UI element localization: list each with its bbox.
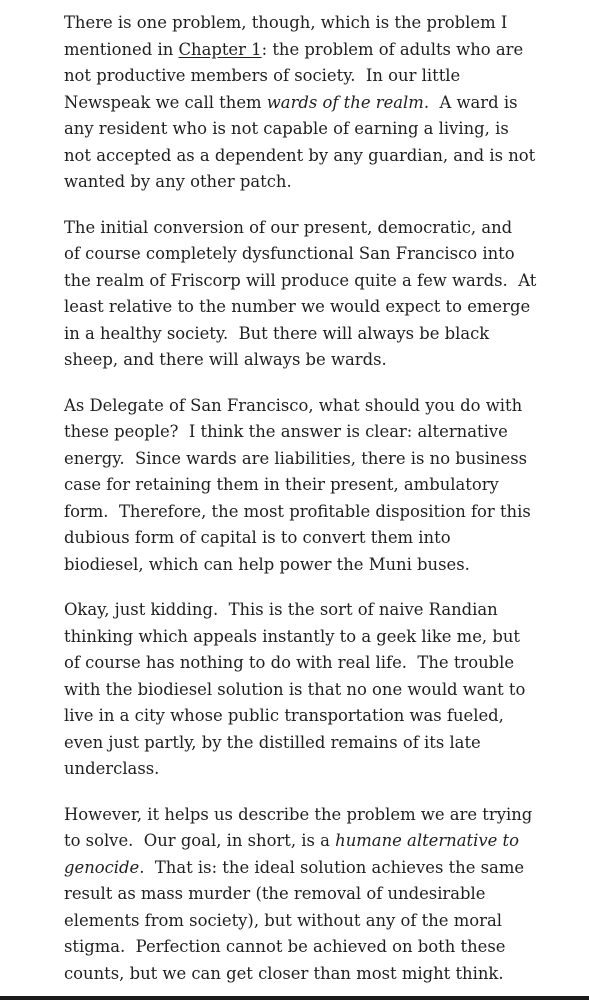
text-line: [64, 650, 534, 677]
text-line: [64, 472, 534, 499]
text-segment: in a healthy society. But there will always be black: [64, 323, 490, 343]
text-line: [64, 241, 534, 268]
text-segment: biodiesel, which can help power the Muni buses.: [64, 554, 470, 574]
text-line: [64, 703, 534, 730]
text-line: [64, 730, 534, 757]
emphasized-text: humane alternative to: [335, 831, 519, 850]
text-segment: of course completely dysfunctional San Francisco into: [64, 244, 515, 263]
text-segment: result as mass murder (the removal of undesirable: [64, 884, 486, 903]
text-segment: The initial conversion of our present, democratic, and: [64, 217, 513, 237]
text-segment: case for retaining them in their present, ambulatory: [64, 475, 499, 494]
text-segment: form. Therefore, the most profitable disposition for this: [64, 501, 531, 521]
text-segment: not accepted as a dependent by any guardian, and is not: [64, 145, 536, 165]
text-line: [64, 268, 537, 295]
text-segment: to solve. Our goal, in short, is a: [64, 831, 336, 850]
text-line: [64, 37, 534, 64]
text-segment: thinking which appeals instantly to a geek like me, but: [64, 626, 520, 646]
text-line: [64, 881, 534, 908]
emphasized-text: genocide: [64, 857, 140, 877]
text-line: [64, 677, 534, 704]
text-line: [64, 116, 534, 143]
text-line: [64, 499, 534, 526]
text-line: [64, 143, 534, 170]
text-line: [64, 446, 534, 473]
text-segment: . That is: the ideal solution achieves the same: [139, 857, 525, 877]
text-segment: Newspeak we call them: [64, 92, 267, 112]
chapter-link[interactable]: Chapter 1: [178, 39, 262, 59]
paragraph: [64, 215, 537, 374]
text-segment: energy. Since wards are liabilities, there is no business: [64, 448, 528, 468]
text-segment: wanted by any other patch.: [64, 172, 292, 191]
text-segment: As Delegate of San Francisco, what should you do with: [64, 395, 523, 415]
paragraph: [64, 802, 534, 988]
text-segment: Okay, just kidding. This is the sort of naive Randian: [64, 600, 498, 619]
text-segment: these people? I think the answer is clear: alternative: [64, 422, 508, 441]
text-line: [64, 419, 534, 446]
text-segment: mentioned in: [64, 39, 179, 59]
text-segment: not productive members of society. In our little: [64, 66, 461, 85]
text-line: [64, 90, 534, 117]
text-segment: : the problem of adults who are: [261, 39, 524, 59]
text-line: [64, 321, 534, 348]
text-segment: counts, but we can get closer than most might think.: [64, 963, 504, 983]
text-segment: underclass.: [64, 759, 160, 778]
paragraph: [64, 10, 534, 196]
text-line: [64, 756, 534, 783]
text-segment: any resident who is not capable of earning a living, is: [64, 119, 509, 138]
text-line: [64, 828, 534, 855]
text-line: [64, 624, 534, 651]
text-segment: sheep, and there will always be wards.: [64, 350, 387, 369]
paragraph: [64, 597, 534, 783]
text-line: [64, 597, 534, 624]
text-line: [64, 525, 534, 552]
text-segment: There is one problem, though, which is the problem I: [64, 13, 508, 32]
text-line: [64, 908, 534, 935]
text-line: [64, 63, 534, 90]
text-line: [64, 855, 534, 882]
text-line: [64, 347, 534, 374]
text-segment: dubious form of capital is to convert them into: [64, 528, 451, 547]
text-segment: the realm of Friscorp will produce quite a few wards. At: [64, 270, 537, 290]
emphasized-text: wards of the realm: [266, 92, 424, 112]
text-segment: However, it helps us describe the problem we are trying: [64, 804, 533, 824]
text-segment: stigma. Perfection cannot be achieved on both these: [64, 937, 506, 956]
text-line: [64, 294, 534, 321]
document-body: [64, 10, 537, 1006]
bottom-border: [0, 996, 589, 1000]
text-segment: . A ward is: [423, 92, 518, 112]
text-line: [64, 10, 534, 37]
text-segment: elements from society), but without any of the moral: [64, 910, 502, 930]
text-segment: with the biodiesel solution is that no one would want to: [64, 679, 526, 699]
text-line: [64, 552, 534, 579]
text-segment: live in a city whose public transportation was fueled,: [64, 706, 504, 725]
text-line: [64, 169, 534, 196]
text-line: [64, 961, 534, 988]
text-segment: even just partly, by the distilled remains of its late: [64, 732, 481, 752]
text-segment: least relative to the number we would expect to emerge: [64, 297, 531, 316]
text-segment: of course has nothing to do with real life. The trouble: [64, 653, 515, 672]
text-line: [64, 802, 534, 829]
text-line: [64, 934, 534, 961]
text-line: [64, 215, 534, 242]
paragraph: [64, 393, 534, 579]
text-line: [64, 393, 534, 420]
